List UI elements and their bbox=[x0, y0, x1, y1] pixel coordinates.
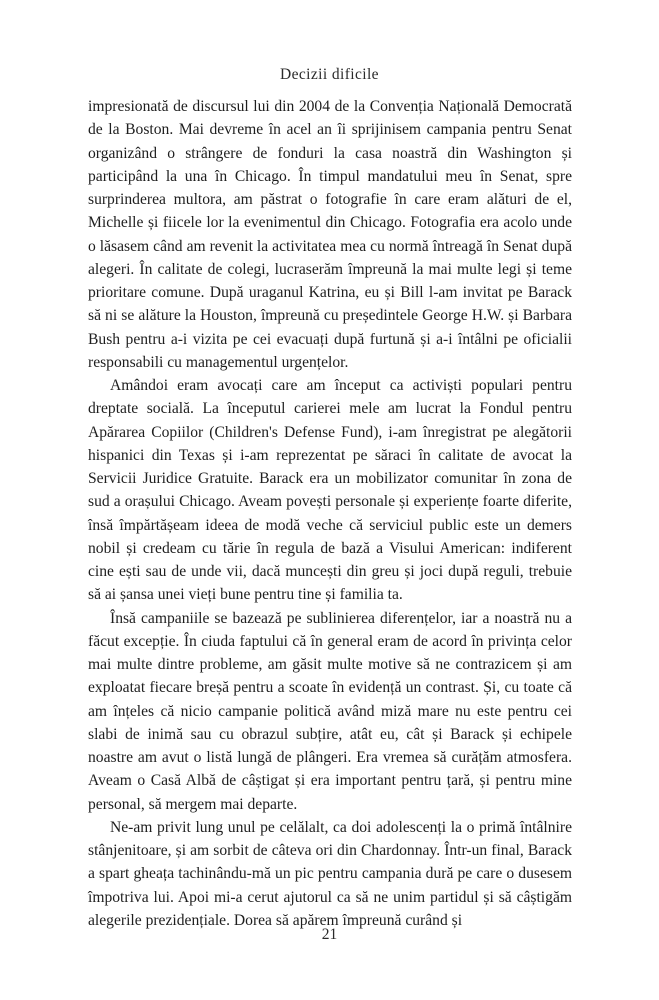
paragraph-3: Însă campaniile se bazează pe sublinierea diferențelor, iar a noastră nu a făcut excepție. În ciuda faptului că în general eram de acord în privința celor mai multe dintre probleme, am găsit multe motive să ne contrazicem și am exploatat fiecare breșă pentru a scoate în evidență un contrast. Și, cu toate că am înțeles că nicio campanie politică având miză mare nu este pentru cei slabi de inimă sau cu obrazul subțire, atât eu, cât și Barack și echipele noastre am avut o listă lungă de plângeri. Era vremea să curățăm atmosfera. Aveam o Casă Albă de câștigat și era important pentru țară, și pentru mine personal, să mergem mai departe. bbox=[88, 609, 572, 813]
page-number: 21 bbox=[321, 926, 338, 943]
paragraph-4: Ne-am privit lung unul pe celălalt, ca doi adolescenți la o primă întâlnire stânjenitoare, și am sorbit de câteva ori din Chardonnay. Într-un final, Barack a spart gheața tachinându-mă un pic pentru campania dură pe care o dusesem împotriva lui. Apoi mi-a cerut ajutorul ca să ne unim partidul și să câștigăm alegerile prezidențiale. Dorea să apărem împreună curând și bbox=[88, 818, 572, 929]
body-text bbox=[88, 95, 572, 932]
running-head: Decizii dificile bbox=[280, 66, 379, 83]
paragraph-2: Amândoi eram avocați care am început ca activiști populari pentru dreptate socială. La începutul carierei mele am lucrat la Fondul pentru Apărarea Copiilor (Children's Defense Fund), i-am înregistrat pe alegătorii hispanici din Texas și i-am reprezentat pe săraci în calitate de avocat la Servicii Juridice Gratuite. Barack era un mobilizator comunitar în zona de sud a orașului Chicago. Aveam povești personale și experiențe foarte diferite, însă împărtășeam ideea de modă veche că serviciul public este un demers nobil și credeam cu tărie în regula de bază a Visului American: indiferent cine ești sau de unde vii, dacă muncești din greu și joci după reguli, trebuie să ai șansa unei vieți bune pentru tine și familia ta. bbox=[88, 377, 572, 604]
paragraph-1: impresionată de discursul lui din 2004 de la Convenția Națională Democrată de la Boston. Mai devreme în acel an îi sprijinisem campania pentru Senat organizând o strângere de fonduri la casa noastră din Washington și participând la una în Chicago. În timpul mandatului meu în Senat, spre surprinderea multora, am păstrat o fotografie în care eram alături de el, Michelle și fiicele lor la evenimentul din Chicago. Fotografia era acolo unde o lăsasem când am revenit la activitatea mea cu normă întreagă în Senat după alegeri. În calitate de colegi, lucraserăm împreună la mai multe legi și teme prioritare comune. După uraganul Katrina, eu și Bill l-am invitat pe Barack să ni se alăture la Houston, împreună cu președintele George H.W. și Barbara Bush pentru a-i vizita pe cei evacuați după furtună și a-i întâlni pe oficialii responsabili cu managementul urgențelor. bbox=[88, 98, 572, 371]
